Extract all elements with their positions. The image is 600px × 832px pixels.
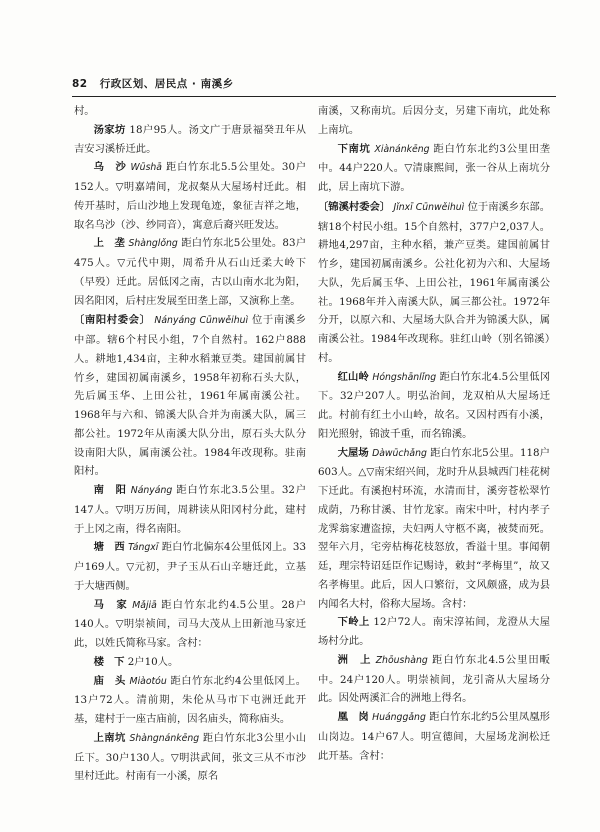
pinyin-romanization: Xiànánkēng [374,143,430,155]
right-column [318,102,550,802]
pinyin-romanization: Miàotóu [129,675,167,687]
place-entry [74,672,306,729]
place-entry [318,140,550,197]
pinyin-romanization: Jǐnxī Cūnwěihuì [393,201,465,213]
place-name: 南 阳 [93,484,127,496]
place-entry [74,234,306,310]
section-entry [74,311,306,481]
pinyin-romanization: Shànglǒng [128,238,178,250]
entry-description: 距白竹东北5公里。118户603人。△▽南宋绍兴间，龙时升从县城西门桂花树下迁此。有溪抱村环流，水清而甘，溪旁苍松翠竹成荫，乃称甘溪、甘竹龙家。南宋中叶，村内孝子龙霁翁家遭盗掠，夫妇两人守柩不离，被焚而死。翌年六月，宅旁枯梅花枝怒放，香溢十里。事闻朝廷，理宗特诏廷臣作记赐诗，敕封“孝梅里”，故又名孝梅里。此后，因人口繁衍，文风颇盛，成为县内闻名大村，俗称大屋场。含村： [318,446,550,610]
place-name: 楼 下 [93,655,125,668]
place-entry [74,596,306,653]
place-entry [74,158,306,234]
place-entry [74,121,306,159]
entry-description: 距白竹东北约3公里田垄中。44户220人。▽清康熙间，张一谷从上南坑分此，居上南坑下游。 [318,142,550,193]
section-heading: 〔南阳村委会〕 [74,314,151,327]
entry-description: 2户10人。 [127,655,179,668]
entry-description: 距白竹东北约4公里低冈上。13户72人。清前期，朱伦从马市下屯洲迁此开基，建村于一座古庙前，因名庙头，简称庙头。 [74,674,306,725]
pinyin-romanization: Dàwūchǎng [372,447,427,459]
place-name: 上南坑 [93,731,126,744]
place-name: 下南坑 [337,142,371,155]
entry-description: 距白竹东北4.5公里田畈中。24户120人。明崇祯间，龙引斋从大屋场分此。因处两溪汇合的洲地上得名。 [318,653,550,705]
continued-paragraph: 南溪，又称南坑。后因分支，另建下南坑，此处称上南坑。 [318,105,550,136]
place-name: 凰 岗 [337,711,369,723]
entry-description: 距白竹东北约4.5公里。28户140人。▽明崇祯间，司马大茂从上田新池马家迁此，以姓氏简称马家。含村： [74,598,306,649]
pinyin-romanization: Nányáng Cūnwěihuì [154,315,249,327]
place-name: 红山岭 [337,370,369,383]
section-entry [318,198,550,368]
entry-description: 距白竹东北5.5公里处。30户152人。▽明嘉靖间，龙叔粲从大屋场村迁此。相传开基时，后山沙地上发现龟迹，象征吉祥之地，取名乌沙（沙、纱同音），寓意后裔兴旺发达。 [74,161,306,231]
entry-description: 距白竹东北4.5公里低冈下。32户207人。明弘治间，龙双柏从大屋场迁此。村前有红土小山岭，故名。又因村西有小溪，阳光照射，锦波千重，而名锦溪。 [318,370,550,440]
place-entry [318,708,550,765]
place-name: 大屋场 [337,446,369,459]
place-name: 洲 上 [337,653,372,666]
place-entry [74,729,306,786]
place-name: 上 垄 [93,237,126,250]
entry-description: 12户72人。南宋淳祐间，龙澄从大屋场村分此。 [318,616,550,647]
entry-description: 距白竹东北3公里小山丘下。30户130人。▽明洪武间，张文三从不市沙里村迁此。村南有一小溪，原名 [74,731,306,783]
entry-description: 距白竹东北5公里处。83户475人。▽元代中期，周希升从石山迁柔大岭下（早殁）迁此。居低冈之南，古以山南水北为阳，因名阳冈，后村庄发展至田垄上部，又演称上垄。 [74,237,306,307]
entry-description: 位于南溪乡中部。辖6个村民小组，7个自然村。162户888人。耕地1,434亩，主种水稻兼豆类。建国前属甘竹乡，建国初属南溪乡，1958年初称石头大队，先后属玉华、上田公社，1961年属南溪公社。1968年与六和、锦溪大队合并为南溪大队，属三都公社。1972年从南溪大队分出，原石头大队分设南阳大队，属南溪公社。1984年改现称。驻南阳村。 [74,314,306,478]
place-entry [318,651,550,708]
place-entry [74,538,306,595]
pinyin-romanization: Shàngnánkēng [129,732,200,744]
place-name: 下岭上 [337,616,370,629]
place-name: 汤家坊 [93,123,126,136]
entry-description: 18户95人。汤文广于唐景福癸丑年从吉安习溪桥迁此。 [74,123,306,155]
entry-description: 距白竹东北3.5公里。32户147人。▽明万历间，周耕读从阳冈村分此，建村于上冈之南，得名南阳。 [74,484,306,535]
place-name: 乌 沙 [93,161,127,174]
place-name: 塘 西 [93,541,125,554]
pinyin-romanization: Hóngshānlǐng [372,371,437,383]
place-name: 庙 头 [93,674,126,687]
pinyin-romanization: Huánggǎng [372,712,426,723]
pinyin-romanization: Mǎjiā [132,599,157,611]
running-header [72,76,234,91]
running-title: 行政区划、居民点 · 南溪乡 [99,78,234,90]
pinyin-romanization: Zhōushàng [375,654,428,666]
pinyin-romanization: Tángxī [128,542,159,554]
entry-description: 位于南溪乡东部。辖18个村民小组。15个自然村，377户2,037人。耕地4,297亩，主种水稻，兼产豆类。建国前属甘竹乡，建国初属南溪乡。公社化初为六和、大屋场大队，先后属玉华、上田公社，1961年属南溪公社。1968年并入南溪大队，属三都公社。1972年分开，以原六和、大屋场大队合并为锦溪大队，属南溪公社。1984年改现称。驻红山岭（别名锦溪）村。 [318,200,550,364]
header-rule [72,96,556,97]
entry-description: 距白竹东北约5公里凤凰形山岗边。14户67人。明宣德间，大屋场龙涧松迁此开基。含村： [318,711,550,762]
left-column [74,102,306,802]
section-heading: 〔锦溪村委会〕 [318,200,391,213]
entry-description: 距白竹北偏东4公里低冈上。33户169人。▽元初，尹子玉从石山辛塘迁此，立基于大塘西侧。 [74,541,306,592]
continued-paragraph: 村。 [74,105,95,117]
place-entry [318,444,550,614]
place-entry [318,368,550,444]
pinyin-romanization: Wūshā [130,162,163,174]
place-entry [74,481,306,538]
pinyin-romanization: Nányáng [130,485,173,496]
page-number: 82 [72,78,88,90]
place-entry [318,613,550,651]
place-entry [74,653,306,672]
place-name: 马 家 [93,598,128,611]
